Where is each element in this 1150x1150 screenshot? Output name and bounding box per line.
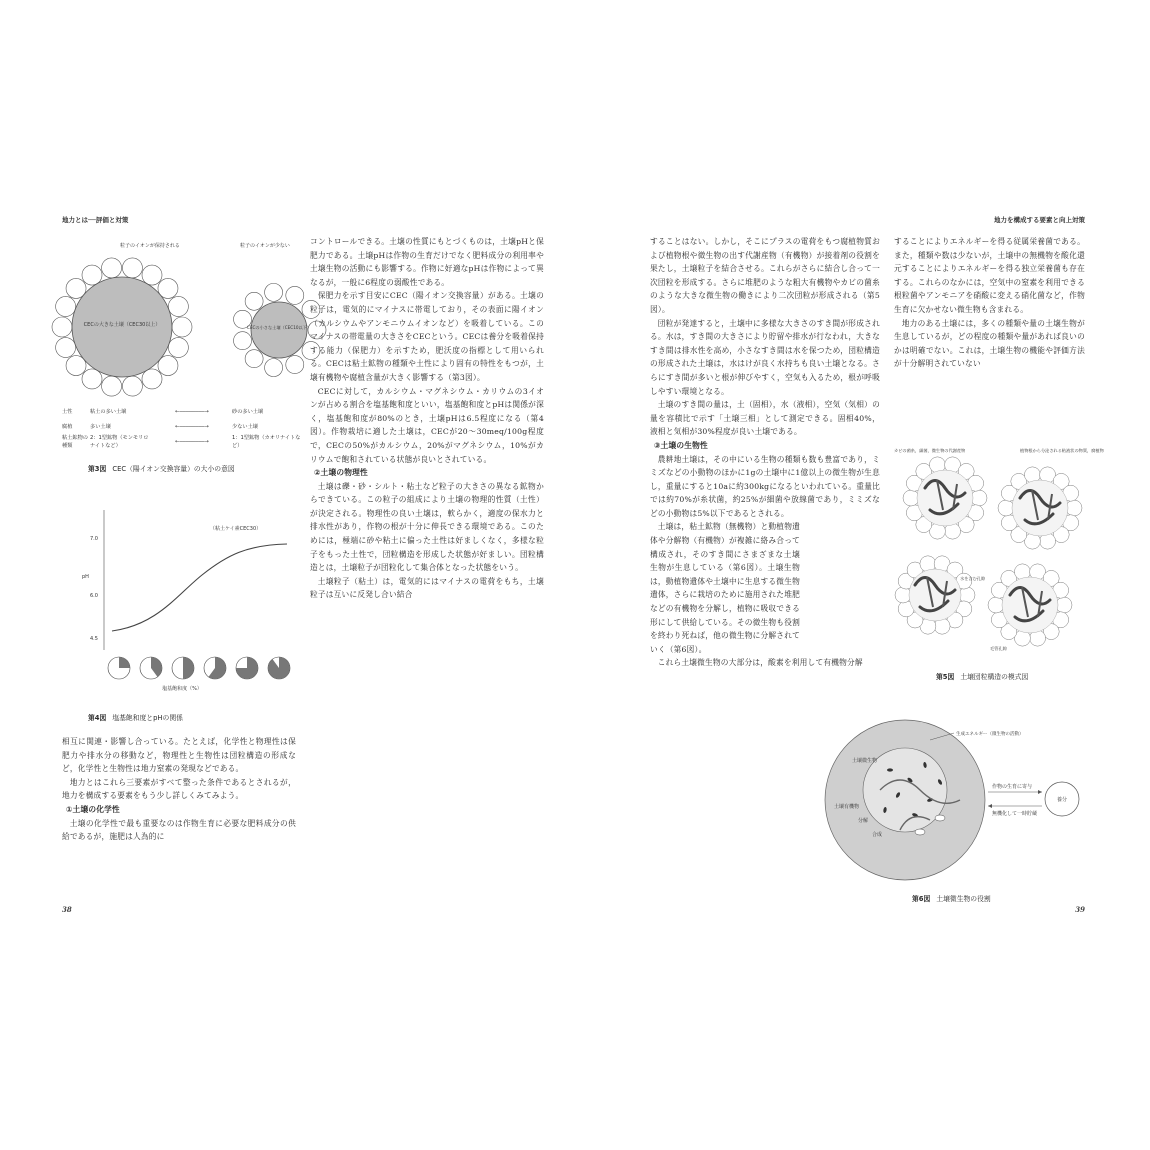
paragraph: 地力とはこれら三要素がすべて整った条件であるとされるが，地力を構成する要素をもう少し詳しくみてみよう。 [62,777,296,801]
fig6-label-decompose: 分解 [858,818,869,824]
fig5-aggregates [895,457,1082,646]
fig6-caption-text: 土壌微生物の役割 [936,895,991,903]
fig5-label: 第5図 [936,673,955,681]
fig6-label-synth: 合成 [872,832,883,838]
paragraph: することによりエネルギーを得る従属栄養菌である。また，種類や数は少ないが，土壌中の無機物を酸化還元することによりエネルギーを得る独立栄養菌も存在する。これらのなかには，空気中の窒素を利用できる根粒菌やアンモニアを硝酸に変える硝化菌など，作物生育に欠かせない微生物も含まれる。 [894,237,1085,314]
fig3-label: 第3図 [88,465,107,473]
fig3-row-label: 粘土鉱物の種類 [62,435,88,449]
left-column-2-text [310,235,544,602]
fig3-row-left: 多い土壌 [90,424,111,430]
fig5-note-bottom: 毛管孔隙 [990,646,1007,651]
running-header: 地力とは──評価と対策 [62,216,129,224]
fig3-row-label: 腐植 [62,424,73,430]
right-page [650,215,1104,915]
paragraph: これら土壌微生物の大部分は，酸素を利用して有機物分解 [657,658,863,668]
fig3-row-label: 土性 [62,409,73,415]
running-header: 地力を構成する要素と向上対策 [994,216,1085,224]
paragraph: 土壌は礫・砂・シルト・粘土など粒子の大きさの異なる鉱物からできている。この粒子の組成により土壌の物理的性質（土性）が決定される。物理性の良い土壌は，軟らかく，適度の保水力と排水性があり，作物の根が十分に伸長できる環境である。このためには，極端に砂や粘土に偏った土性は好ましくなく，多様な粒子をもった土性で，団粒構造を形成した状態が好ましい。団粒構造とは，土壌粒子が団粒化して集合体となった状態をいう。 [310,481,544,573]
fig4-caption-text: 塩基飽和度とpHの関係 [112,714,183,722]
page-number: 38 [62,905,72,914]
fig6-note-energy: 生成エネルギー（微生物の活動） [956,732,1024,737]
fig5-caption-text: 土壌団粒構造の模式図 [960,673,1029,681]
paragraph: コントロールできる。土壌の性質にもとづくものは，土壌pHと保肥力である。土壌pHは作物の生育だけでなく肥料成分の利用率や土壌生物の活動にも影響する。作物に好適なpHは作物によって異なるが，一般に6程度の弱酸性である。 [310,237,544,287]
figure-3-table: 土性 粘土の多い土壌 ←────────→ 砂の多い土壌 腐植 多い土壌 ←────────→ 少ない土壌 粘土鉱物の種類 2：1型鉱物（モンモリロナイトなど） ←────────→ 1：1型鉱物（カオリナイトなど） [62,405,302,457]
paragraph: 地力のある土壌には，多くの種類や量の土壌生物が生息しているが，どの程度の種類や量があれば良いのかは明確でない。これは，土壌生物の機能や評価方法が十分解明されていない [894,318,1085,369]
fig3-row-right: 砂の多い土壌 [232,409,264,415]
figure-3-cec-diagram [62,229,312,404]
fig6-arrow-top: 作物の生育に寄与 [992,784,1033,790]
fig6-nutrient: 養分 [1056,797,1068,803]
fig4-base-saturation-pies [108,657,290,679]
paragraph: 土壌の化学性で最も重要なのは作物生育に必要な肥料成分の供給であるが，施肥は人為的に [62,818,296,842]
section-heading-physical: ②土壌の物理性 [313,468,368,478]
left-column-1-text [62,735,296,844]
svg-text:pH: pH [82,574,89,580]
figure-4-ph-curve [62,500,302,695]
fig3-row-right: 1：1型鉱物（カオリナイトなど） [232,435,301,449]
paragraph: 相互に関連・影響し合っている。たとえば，化学性と物理性は保肥力や排水分の移動など，物理性と生物性は団粒構造の形成など，化学性と生物性は地力窒素の発現などである。 [62,737,296,774]
svg-text:7.0: 7.0 [90,536,98,542]
right-column-2-text [894,235,1085,371]
fig3-row-left: 粘土の多い土壌 [90,409,127,415]
figure-5-aggregate-structure [890,440,1104,665]
paragraph: 保肥力を示す目安にCEC（陽イオン交換容量）がある。土壌の粒子は，電気的にマイナスに帯電しており，その表面に陽イオン（カルシウムやアンモニウムイオンなど）を吸着している。このマイナスの帯電量の大きさをCECという。CECは養分を吸着保持する能力（保肥力）を示すため，肥沃度の指標として用いられる。CECは粘土鉱物の種類や土性により固有の特性をもつが，土壌有機物や腐植含量が大きく影響する（第3図）。 [310,291,544,382]
right-column-1-text [650,235,880,670]
paragraph: 土壌粒子（粘土）は，電気的にはマイナスの電荷をもち，土壌粒子は互いに反発し合い結合 [310,576,544,600]
fig6-label-organic: 土壌有機物 [834,804,860,810]
fig6-label: 第6図 [912,895,931,903]
fig4-label: 第4図 [88,714,107,722]
fig5-note-left: カビの菌糸，細菌，微生物の代謝産物 [894,448,966,453]
fig3-large-text: CECの大きな土壌（CEC30以上） [83,322,161,328]
section-heading-chemical: ①土壌の化学性 [65,804,120,814]
figure-4-caption [88,712,183,722]
fig5-note-center: 水を含む孔隙 [960,576,986,581]
fig3-small-text: CECの小さな土壌（CEC10以下） [246,325,312,330]
paragraph: 土壌のすき間の量は，土（固相），水（液相），空気（気相）の量を容積比で示す「土壌三相」として測定できる。固相40%，液相と気相が30%程度が良い土壌である。 [650,400,880,437]
section-heading-biological: ③土壌の生物性 [653,440,708,450]
fig6-arrow-bottom: 無機化して一時貯蔵 [992,811,1038,817]
svg-text:4.5: 4.5 [90,636,98,642]
paragraph: 土壌は，粘土鉱物（無機物）と動植物遺体や分解物（有機物）が複雑に絡み合って構成され，そのすき間にさまざまな土壌生物が生息している（第6図）。土壌生物は，動植物遺体や土壌中に生息する微生物遺体，さらに栽培のために施用された堆肥などの有機物を分解し，植物に吸収できる形にして供給している。その微生物も役割を終わり死ねば，他の微生物に分解されていく（第6図）。 [650,522,800,654]
paragraph: CECに対して，カルシウム・マグネシウム・カリウムの3イオンが占める割合を塩基飽和度といい，塩基飽和度とpHは関係が深く，塩基飽和度が80%のとき，土壌pHは6.5程度になる（第4図）。作物栽培に適した土壌は，CECが20～30meq/100g程度で，CECの50%がカルシウム，20%がマグネシウム，10%がカリウムで飽和されている状態が良いとされている。 [310,386,544,464]
fig4-x-label: 塩基飽和度（%） [162,686,202,692]
fig5-note-right: 植物根から分泌される粘液状の物質，腐植物 [1020,448,1104,453]
figure-5-caption [936,671,1028,681]
fig3-row-left: 2：1型鉱物（モンモリロナイトなど） [90,435,149,449]
svg-text:6.0: 6.0 [90,593,98,599]
fig3-caption-text: CEC（陽イオン交換容量）の大小の意図 [112,465,235,473]
fig3-large-note: 粒子のイオンが保持される [120,243,180,249]
fig6-label-microbe: 土壌微生物 [852,758,878,764]
fig3-small-note: 粒子のイオンが少ない [240,243,290,249]
paragraph: 農耕地土壌は，その中にいる生物の種類も数も豊富であり，ミミズなどの小動物のほかに1gの土壌中に1億以上の微生物が生息し，重量にすると10aに約300kgになるといわれている。重量比では約70%が糸状菌，約25%が細菌や放線菌であり，ミミズなどの小動物は5%以下であるとされる。 [650,454,880,518]
left-page [62,215,544,915]
figure-6-microbe-role [820,720,1085,885]
paragraph: 団粒が発達すると，土壌中に多様な大きさのすき間が形成される。水は，すき間の大きさにより貯留や排水が行なわれ，大きなすき間は排水性を高め，小さなすき間は水を保つため，団粒構造の形成された土壌は，水はけが良く水持ちも良い土壌となる。さらにすき間が多いと根が伸びやすく，空気も入るため，根が呼吸しやすい環境となる。 [650,318,880,396]
fig4-curve-label: （粘土ケイ素CEC30） [210,526,262,532]
figure-6-caption [912,893,991,903]
fig3-row-right: 少ない土壌 [232,424,258,430]
figure-3-caption [88,463,235,473]
page-number: 39 [1075,905,1085,914]
paragraph: することはない。しかし，そこにプラスの電荷をもつ腐植物質および植物根や微生物の出す代謝産物（有機物）が接着剤の役割を果たし，土壌粒子を結合させる。これらがさらに結合し合って一次団粒を形成する。さらに堆肥のような粗大有機物やカビの菌糸のような大きな微生物の働きにより二次団粒が形成される（第5図）。 [650,237,880,314]
